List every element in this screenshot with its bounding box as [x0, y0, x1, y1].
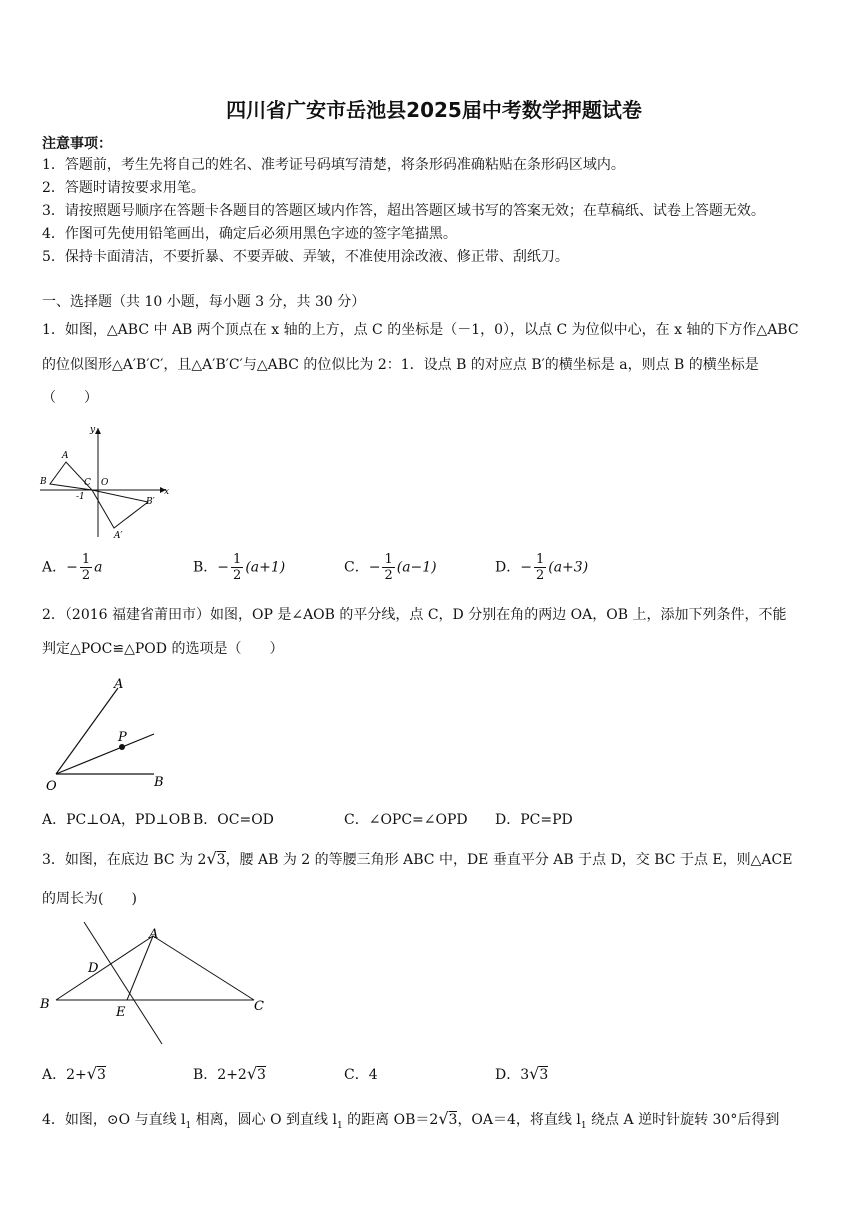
- q2-option-d[interactable]: D．PC=PD: [495, 812, 573, 828]
- q3-option-c[interactable]: C．4: [344, 1067, 378, 1083]
- note-item: 4．作图可先使用铅笔画出，确定后必须用黑色字迹的签字笔描黑。: [42, 226, 457, 242]
- fig-label: O: [101, 478, 109, 488]
- q1-figure: [38, 422, 173, 542]
- fig-label: B: [40, 997, 50, 1012]
- q2-option-c[interactable]: C．∠OPC=∠OPD: [344, 812, 468, 828]
- note-item: 3．请按照题号顺序在答题卡各题目的答题区域内作答，超出答题区域书写的答案无效；在草稿纸、试卷上答题无效。: [42, 203, 765, 219]
- q1-line3: （ ）: [42, 390, 98, 406]
- page-title: 四川省广安市岳池县2025届中考数学押题试卷: [226, 98, 642, 122]
- q2-option-a[interactable]: A．PC⊥OA，PD⊥OB: [42, 812, 191, 828]
- q2-option-b[interactable]: B．OC=OD: [193, 812, 274, 828]
- fig-label: D: [88, 961, 99, 976]
- q1-line2: 的位似图形△A′B′C′，且△A′B′C′与△ABC 的位似比为 2：1．设点 B 的对应点 B′的横坐标是 a，则点 B 的横坐标是: [42, 357, 759, 373]
- q3-option-d[interactable]: D．3√3: [495, 1064, 549, 1083]
- note-item: 5．保持卡面清洁，不要折暴、不要弄破、弄皱，不准使用涂改液、修正带、刮纸刀。: [42, 249, 569, 265]
- notes-heading: 注意事项：: [42, 136, 112, 152]
- q1-option-b[interactable]: B．− $\frac{1}{2}$ (a+1): [193, 552, 286, 583]
- fig-label: -1: [76, 492, 85, 502]
- fig-label: A: [114, 677, 124, 692]
- q1-option-c[interactable]: C．− $\frac{1}{2}$ (a−1): [344, 552, 437, 583]
- fig-label: A: [149, 927, 159, 942]
- q3-option-b[interactable]: B．2+2√3: [193, 1064, 266, 1083]
- fig-label: O: [46, 779, 57, 794]
- q4-line1: 4．如图，⊙O 与直线 $l_1$ 相离，圆心 O 到直线 $l_1$ 的距离 OB＝2√3，OA＝4，将直线 $l_1$ 绕点 A 逆时针旋转 30°后得到: [42, 1109, 780, 1131]
- fig-label: C: [254, 999, 264, 1014]
- q2-figure: [40, 672, 175, 794]
- note-item: 1．答题前，考生先将自己的姓名、准考证号码填写清楚，将条形码准确粘贴在条形码区域内。: [42, 157, 625, 173]
- fig-label: A′: [114, 531, 123, 541]
- fig-label: P: [118, 730, 127, 745]
- fig-label: x: [164, 487, 170, 497]
- q3-line1: 3．如图，在底边 BC 为 2√3，腰 AB 为 2 的等腰三角形 ABC 中，DE 垂直平分 AB 于点 D，交 BC 于点 E，则△ACE: [42, 849, 793, 868]
- note-item: 2．答题时请按要求用笔。: [42, 180, 205, 196]
- fig-label: C: [84, 478, 91, 488]
- q2-line1: 2．（2016 福建省莆田市）如图，OP 是∠AOB 的平分线，点 C，D 分别在角的两边 OA，OB 上，添加下列条件，不能: [42, 607, 787, 623]
- q1-line1: 1．如图，△ABC 中 AB 两个顶点在 x 轴的上方，点 C 的坐标是（－1，0），以点 C 为位似中心，在 x 轴的下方作△ABC: [42, 322, 799, 338]
- fig-label: B′: [146, 497, 155, 507]
- q3-line2: 的周长为( ): [42, 891, 137, 907]
- fig-label: A: [62, 451, 69, 461]
- q3-option-a[interactable]: A．2+√3: [42, 1064, 106, 1083]
- section-heading: 一、选择题（共 10 小题，每小题 3 分，共 30 分）: [42, 294, 366, 310]
- q1-option-d[interactable]: D．− $\frac{1}{2}$ (a+3): [495, 552, 589, 583]
- q2-line2: 判定△POC≌△POD 的选项是（ ）: [42, 641, 284, 657]
- fig-label: y: [90, 425, 96, 435]
- fig-label: B: [40, 477, 47, 487]
- fig-label: B: [154, 775, 164, 790]
- fig-label: E: [116, 1005, 126, 1020]
- q1-option-a[interactable]: A．− $\frac{1}{2}$ a: [42, 552, 103, 583]
- q3-figure: [38, 920, 268, 1045]
